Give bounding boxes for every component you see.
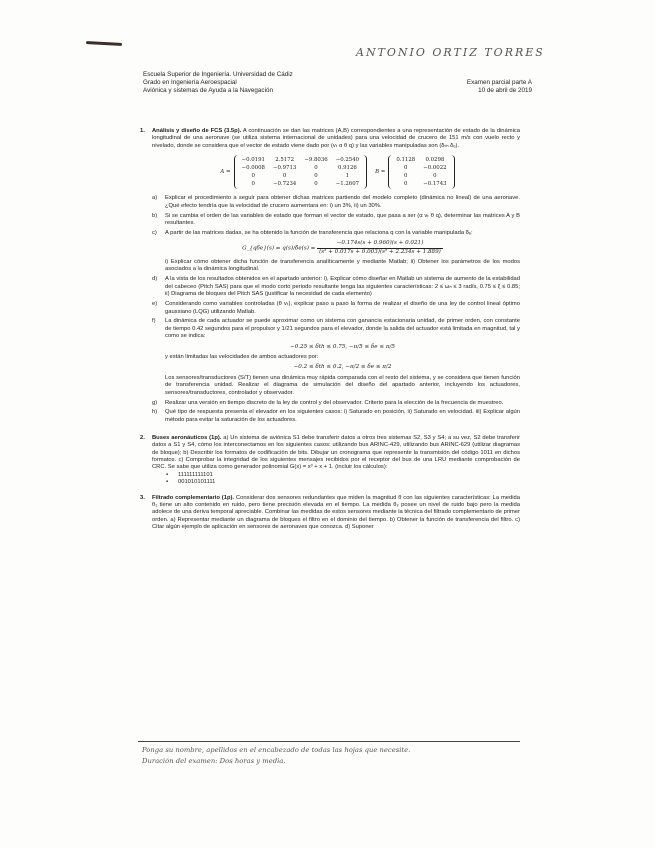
matrix-b-row bbox=[392, 180, 450, 188]
question-body bbox=[152, 128, 520, 427]
question-number: 3. bbox=[140, 494, 145, 501]
code-value: 001010101111 bbox=[178, 479, 216, 486]
question-intro: A continuación se dan las matrices (A,B) correspondientes a una representación de estado de la dinámica longitudinal de una aeronave (se utiliza sistema internacional de unidades) para una velocidad de crucero de 151 m/s con vuelo recto y nivelado, donde se considera que el vector de estado viene dado por (vₜ α θ q) y las variables manipuladas son (δₜₕ δₑ). bbox=[152, 128, 520, 149]
question-1 bbox=[140, 128, 520, 427]
matrix-a-row bbox=[238, 172, 364, 180]
matrix-b-cell: −0.0022 bbox=[423, 164, 447, 171]
matrix-b-row bbox=[392, 172, 450, 180]
sub-label: b) bbox=[152, 212, 158, 219]
question-body bbox=[152, 435, 520, 487]
matrix-b-cell: 0.1128 bbox=[396, 156, 416, 163]
question-title: Filtrado complementario (1p). bbox=[152, 494, 235, 501]
pen-stroke bbox=[86, 41, 122, 46]
tf-fraction bbox=[317, 240, 443, 256]
sub-label: d) bbox=[152, 276, 158, 283]
matrix-b-cell: −0.1743 bbox=[423, 180, 447, 187]
question-number: 1. bbox=[140, 128, 145, 134]
sub-text: Qué tipo de respuesta presenta el elevador en los siguientes casos: i) Saturado en posición, ii) Saturado en velocidad. iii) Explicar algún método para evitar la saturación de los actuadores. bbox=[165, 409, 520, 423]
subquestion-c bbox=[152, 230, 520, 274]
question-body bbox=[152, 495, 520, 532]
crc-code-1: ▪ 111111111101 bbox=[166, 471, 213, 478]
sub-label: a) bbox=[152, 195, 158, 202]
matrix-a-cell: 0 bbox=[282, 172, 287, 179]
question-title: Buses aeronáuticos (1p). bbox=[152, 434, 222, 441]
matrix-a-cell: 0.9126 bbox=[337, 164, 357, 171]
sub-body bbox=[165, 230, 520, 274]
question-2 bbox=[140, 435, 520, 487]
matrix-a-cell: −0.0191 bbox=[241, 156, 265, 163]
matrix-a-row bbox=[238, 156, 364, 164]
matrix-b-row bbox=[392, 156, 450, 164]
sub-text: A partir de las matrices dadas, se ha obtenido la función de transferencia que relaciona q con la variable manipulada δₑ: bbox=[165, 229, 473, 236]
subquestion-g bbox=[152, 400, 520, 407]
question-text: a) Un sistema de aviónica S1 debe transferir datos a otros tres sistemas S2, S3 y S4; a su vez, S2 debe transferir datos a S1 y S4, cómo los interconectamos en los siguientes casos: utilizando bus ARINC-429, utilizando bus ARINC-629 (utilizar diagramas de bloque); b) Describir los formatos de codificación de bits. Dibujar un cronograma que represente la transmisión del código 1011 en dichos formatos. c) Comprobar la integridad de los siguientes mensajes recibidos por el receptor del bus de una LRU mediante comprobación de CRC. Se sabe que utiliza como generador polinomial G(x) = x³ + x + 1. (incluir los cálculos): bbox=[152, 434, 521, 471]
matrix-b bbox=[388, 155, 454, 189]
matrix-a-cell: 1 bbox=[345, 172, 350, 179]
sub-text: La dinámica de cada actuador se puede aproximar como un sistema con ganancia estacionaria unidad, de primer orden, con constante de tiempo 0.42 segundos para el propulsor y 1/21 segundos para el elevador, donde la salida del actuador está limitada en magnitud, tal y como se indica: bbox=[165, 318, 520, 340]
matrix-a-label: A = bbox=[220, 168, 231, 175]
matrices bbox=[152, 155, 520, 189]
matrix-a-table bbox=[238, 156, 364, 188]
sub-text: A la vista de los resultados obtenidos en el apartado anterior: i), Explicar cómo diseñar en Matlab un sistema de aumento de la estabilidad del cabeceo (Pitch SAS) para que el modo corto periodo resultante tenga las siguientes características: 2 ≤ ωₙ ≤ 3 rad/s, 0.75 ≤ ξ ≤ 0.85; ii) Diagrama de bloques del Pitch SAS (justificar la necesidad de cada elemento) bbox=[165, 276, 520, 298]
question-title: Análisis y diseño de FCS (3.5p). bbox=[152, 128, 242, 134]
sub-text: Realizar una versión en tiempo discreto de la ley de control y del observador. Criterio para la elección de la frecuencia de muestreo. bbox=[165, 399, 504, 406]
matrix-b-table bbox=[392, 156, 450, 188]
actuator-rate-limits: −0.2 ≤ δ̇th ≤ 0.2, −π/2 ≤ δ̇e ≤ π/2 bbox=[293, 364, 392, 371]
subquestion-h bbox=[152, 409, 520, 424]
header-right bbox=[467, 79, 532, 95]
subquestions bbox=[152, 195, 520, 424]
institution: Escuela Superior de Ingeniería. Universidad de Cádiz bbox=[143, 71, 293, 78]
matrix-a-row bbox=[238, 180, 364, 188]
matrix-b-cell: 0 bbox=[404, 164, 408, 171]
sub-label: h) bbox=[152, 409, 158, 416]
sub-text: Considerando como variables controladas (θ vₜ), explicar paso a paso la forma de realizar el diseño de una ley de control lineal óptimo gaussiano (LQG) utilizando Matlab. bbox=[165, 301, 520, 315]
course: Aviónica y sistemas de Ayuda a la Navegación bbox=[143, 87, 273, 95]
matrix-b-row bbox=[392, 164, 450, 172]
matrix-a-cell: 0 bbox=[314, 172, 318, 179]
footer-divider bbox=[138, 741, 520, 742]
question-text: Considerar dos sensores redundantes que miden la magnitud θ con las siguientes características: La medida θ₁ tiene un alto contenido en ruido, pero tiene precisión elevada en el tiempo. La medida θ₂ posee un nivel de ruido bajo pero la medida adolece de una deriva temporal apreciable. Combinar las medidas de estos sensores mediante la técnica del filtrado complementario de primer orden. a) Representar mediante un diagrama de bloques el filtro en el dominio del tiempo. b) Obtener la función de transferencia del filtro. c) Citar algún ejemplo de aplicación en sensores de aeronaves que conozca. d) Suponer bbox=[152, 494, 520, 531]
matrix-a-cell: −0.2540 bbox=[335, 156, 360, 163]
matrix-a-cell: 0 bbox=[251, 180, 255, 187]
matrix-a-cell: 0 bbox=[314, 180, 318, 187]
matrix-a-cell: −1.2607 bbox=[335, 180, 360, 187]
matrix-b-cell: 0 bbox=[404, 180, 408, 187]
subquestion-f bbox=[152, 318, 520, 397]
tf-lhs: G_{qδe}(s) = q(s)/δe(s) = bbox=[242, 245, 316, 252]
footer-line-2: Duración del examen: Dos horas y media. bbox=[142, 757, 286, 765]
code-value: 111111111101 bbox=[178, 471, 213, 478]
footer-line-1: Ponga su nombre, apellidos en el encabezado de todas las hojas que necesite. bbox=[142, 746, 411, 754]
sub-label: e) bbox=[152, 301, 158, 308]
matrix-a-row bbox=[238, 164, 364, 172]
matrix-b-cell: 0 bbox=[433, 172, 437, 179]
subquestion-d bbox=[152, 276, 520, 298]
sub-label: f) bbox=[152, 318, 156, 325]
crc-code-2: ▪ 001010101111 bbox=[166, 479, 216, 486]
matrix-a-cell: −0.9713 bbox=[272, 164, 297, 171]
transfer-function bbox=[165, 240, 520, 256]
question-number: 2. bbox=[140, 434, 145, 441]
matrix-a-cell: −0.7234 bbox=[272, 180, 297, 187]
exam-date: 10 de abril de 2019 bbox=[478, 87, 532, 95]
sub-text-after: Los sensores/transductores (S/T) tienen una dinámica muy rápida comparada con el resto del sistema, y se considera que tienen función de transferencia unidad. Realizar el diagrama de simulación del diseño del apartado anterior, incluyendo los actuadores, sensores/transductores, controlador y observador. bbox=[165, 374, 520, 396]
footer-notes bbox=[142, 745, 410, 767]
handwritten-name: ANTONIO ORTIZ TORRES bbox=[356, 46, 545, 59]
header-left bbox=[143, 71, 293, 96]
degree: Grado en Ingeniería Aeroespacial bbox=[143, 79, 237, 87]
sub-text: Si se cambia el orden de las variables de estado que forman el vector de estado, que pasa a ser (α vₜ θ q), determinar las matrices A y B resultantes. bbox=[165, 212, 520, 226]
exam-title: Examen parcial parte A bbox=[466, 79, 532, 86]
sub-label: g) bbox=[152, 399, 158, 406]
matrix-b-cell: 0.0298 bbox=[425, 156, 445, 163]
actuator-limits: −0.25 ≤ δth ≤ 0.75, −π/5 ≤ δe ≤ π/5 bbox=[290, 343, 395, 350]
tf-numerator: −0.174s(s + 0.960)(s + 0.021) bbox=[317, 240, 443, 248]
tf-denominator: (s² + 0.017s + 0.003)(s² + 2.234s + 1.889) bbox=[319, 248, 441, 255]
matrix-a-cell: 0 bbox=[251, 172, 255, 179]
matrix-a-cell: −9.8036 bbox=[304, 156, 328, 163]
exam-content bbox=[140, 128, 520, 537]
matrix-a bbox=[234, 155, 368, 189]
sub-body bbox=[165, 318, 520, 397]
sub-text-after: i) Explicar cómo obtener dicha función de transferencia analíticamente y mediante Matlab; ii) Obtener los parámetros de los modos asociados a la dinámica longitudinal. bbox=[165, 259, 520, 273]
subquestion-b bbox=[152, 213, 520, 228]
matrix-a-cell: 2.5172 bbox=[275, 156, 295, 163]
sub-text: Explicar el procedimiento a seguir para obtener dichas matrices partiendo del modelo completo (dinámica no lineal) de una aeronave. ¿Qué efecto tendría que la velocidad de crucero aumentara en: i) un 3%, ii) un 30%. bbox=[165, 195, 520, 209]
matrix-b-cell: 0 bbox=[404, 172, 408, 179]
matrix-b-label: B = bbox=[375, 168, 386, 175]
matrix-a-cell: −0.0008 bbox=[241, 164, 265, 171]
sub-text-mid: y están limitadas las velocidades de ambos actuadores por: bbox=[165, 354, 319, 361]
question-3 bbox=[140, 495, 520, 532]
subquestion-e bbox=[152, 301, 520, 316]
sub-label: c) bbox=[152, 229, 157, 236]
subquestion-a bbox=[152, 195, 520, 210]
matrix-a-cell: 0 bbox=[314, 164, 318, 171]
